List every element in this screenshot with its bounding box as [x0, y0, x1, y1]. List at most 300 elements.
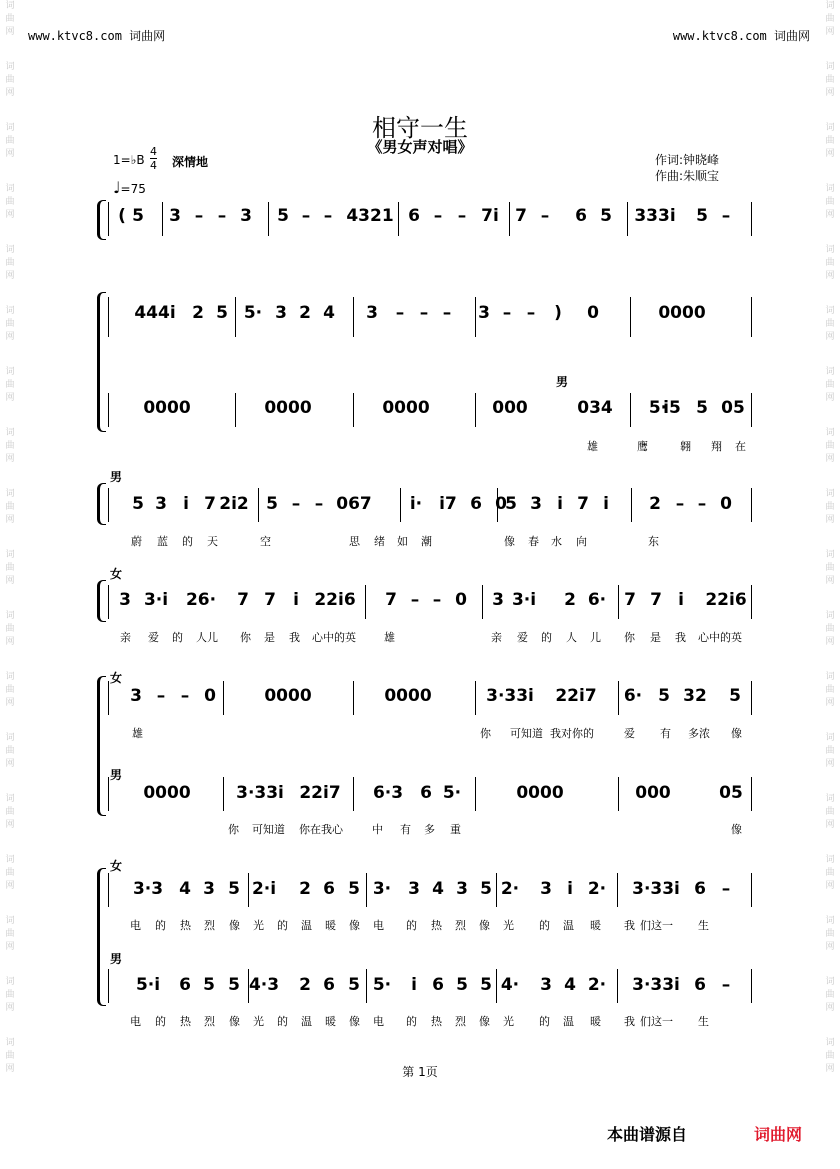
- note: 3·33i: [236, 783, 284, 803]
- note: 22i7: [299, 783, 341, 803]
- watermark-char: 曲: [825, 136, 835, 146]
- note: 5: [132, 206, 144, 226]
- time-top: 4: [150, 145, 157, 158]
- watermark-char: 网: [825, 576, 835, 586]
- note: 000: [492, 398, 528, 418]
- lyric: 的: [277, 919, 288, 932]
- barline: [617, 873, 618, 907]
- note: 5·: [442, 783, 462, 803]
- note: i: [411, 975, 417, 995]
- watermark-char: 词: [825, 367, 835, 377]
- system-brace: [97, 868, 106, 1006]
- watermark-char: 词: [5, 672, 15, 682]
- note: 4: [564, 975, 576, 995]
- barline: [751, 297, 752, 337]
- note: 5·i: [135, 975, 161, 995]
- note: 3: [530, 494, 542, 514]
- lyric: 多: [424, 823, 435, 836]
- watermark-char: 曲: [825, 319, 835, 329]
- lyric: 潮: [421, 535, 432, 548]
- note: 2: [192, 303, 204, 323]
- watermark-char: 词: [825, 855, 835, 865]
- note: –: [721, 975, 731, 995]
- watermark-char: 曲: [825, 197, 835, 207]
- lyric: 多浓: [688, 727, 710, 740]
- lyric: 我对你的: [550, 727, 594, 740]
- watermark-char: 网: [825, 149, 835, 159]
- note: 4: [432, 879, 444, 899]
- lyric: 如: [397, 535, 408, 548]
- watermark-char: 曲: [5, 258, 15, 268]
- barline: [353, 393, 354, 427]
- note: 5: [228, 975, 240, 995]
- barline: [353, 777, 354, 811]
- note: 7: [624, 590, 636, 610]
- watermark-char: 词: [825, 184, 835, 194]
- lyric: 有: [660, 727, 671, 740]
- lyric: 在: [735, 440, 746, 453]
- note: 5: [203, 975, 215, 995]
- note: 3: [408, 879, 420, 899]
- lyric: 温: [301, 919, 312, 932]
- note: –: [323, 206, 333, 226]
- note: i: [557, 494, 563, 514]
- lyric: 们这一: [640, 1015, 673, 1028]
- barline: [751, 777, 752, 811]
- lyric: 像: [731, 727, 742, 740]
- note: –: [156, 686, 166, 706]
- watermark-char: 网: [5, 637, 15, 647]
- lyric: 我: [289, 631, 300, 644]
- lyric: 蓝: [157, 535, 168, 548]
- note: 7: [385, 590, 397, 610]
- note: 5: [132, 494, 144, 514]
- note: 6: [575, 206, 587, 226]
- barline: [353, 681, 354, 715]
- time-signature: [150, 145, 157, 172]
- lyric: 的: [541, 631, 552, 644]
- barline: [353, 297, 354, 337]
- note: 7: [237, 590, 249, 610]
- lyric: 光: [253, 919, 264, 932]
- lyric: 重: [450, 823, 461, 836]
- watermark-char: 词: [5, 1038, 15, 1048]
- watermark-char: 网: [5, 332, 15, 342]
- note: 2: [299, 975, 311, 995]
- note: 0000: [264, 686, 312, 706]
- watermark-char: 网: [825, 759, 835, 769]
- watermark-char: 词: [5, 62, 15, 72]
- voice-label: 男: [110, 768, 123, 782]
- barline: [223, 777, 224, 811]
- lyric: 雄: [132, 727, 143, 740]
- watermark-char: 网: [825, 454, 835, 464]
- note: 05: [719, 783, 743, 803]
- note: 6: [323, 975, 335, 995]
- barline: [108, 681, 109, 715]
- note: 5: [505, 494, 517, 514]
- barline: [258, 488, 259, 522]
- barline: [618, 777, 619, 811]
- note: –: [180, 686, 190, 706]
- watermark-char: 网: [825, 332, 835, 342]
- note: 4·3: [248, 975, 280, 995]
- watermark-char: 曲: [825, 990, 835, 1000]
- lyric: 的: [539, 1015, 550, 1028]
- note: 333i: [634, 206, 676, 226]
- time-bottom: 4: [150, 159, 157, 172]
- barline: [108, 297, 109, 337]
- watermark-char: 网: [5, 759, 15, 769]
- note: –: [697, 494, 707, 514]
- barline: [475, 777, 476, 811]
- lyric: 心中的英: [698, 631, 742, 644]
- lyric: 雄: [384, 631, 395, 644]
- note: –: [314, 494, 324, 514]
- watermark-char: 网: [5, 820, 15, 830]
- watermark-char: 网: [825, 271, 835, 281]
- lyric: 的: [155, 919, 166, 932]
- key-signature: [113, 153, 145, 167]
- note: 3: [478, 303, 490, 323]
- lyric: 暖: [590, 1015, 601, 1028]
- note: 05: [721, 398, 745, 418]
- watermark-char: 词: [825, 1038, 835, 1048]
- barline: [475, 681, 476, 715]
- note: 32: [683, 686, 707, 706]
- lyric: 暖: [325, 919, 336, 932]
- note: 5: [480, 879, 492, 899]
- song-title: 相守一生: [372, 114, 468, 142]
- lyric: 中: [372, 823, 383, 836]
- lyric: 你在我心: [299, 823, 343, 836]
- note: 6·: [587, 590, 607, 610]
- lyric: 的: [172, 631, 183, 644]
- lyric: 们这一: [640, 919, 673, 932]
- watermark-char: 网: [825, 1003, 835, 1013]
- lyric: 雄: [587, 440, 598, 453]
- watermark-char: 词: [5, 550, 15, 560]
- note: 7i: [481, 206, 499, 226]
- lyric: 像: [229, 1015, 240, 1028]
- watermark-char: 网: [5, 576, 15, 586]
- note: 0000: [143, 398, 191, 418]
- barline: [509, 202, 510, 236]
- lyric: 蔚: [131, 535, 142, 548]
- note: i: [293, 590, 299, 610]
- watermark-char: 曲: [825, 929, 835, 939]
- note: –: [526, 303, 536, 323]
- lyric: 温: [563, 919, 574, 932]
- watermark-char: 网: [825, 1064, 835, 1074]
- voice-label: 女: [110, 567, 123, 581]
- note: 0: [455, 590, 467, 610]
- note: 6: [323, 879, 335, 899]
- system-brace: [97, 580, 106, 622]
- note: i·: [409, 494, 423, 514]
- lyric: 空: [260, 535, 271, 548]
- watermark-char: 曲: [5, 380, 15, 390]
- lyric: 爱: [148, 631, 159, 644]
- lyric: 我: [624, 1015, 635, 1028]
- watermark-char: 网: [5, 27, 15, 37]
- note: 7: [204, 494, 216, 514]
- note: 5: [658, 686, 670, 706]
- note: 3: [155, 494, 167, 514]
- watermark-char: 词: [5, 855, 15, 865]
- barline: [223, 681, 224, 715]
- note: 5·: [243, 303, 263, 323]
- lyric: 春: [528, 535, 539, 548]
- note: 6·: [623, 686, 643, 706]
- lyric: 暖: [590, 919, 601, 932]
- note: –: [540, 206, 550, 226]
- barline: [400, 488, 401, 522]
- barline: [108, 488, 109, 522]
- lyric: 的: [155, 1015, 166, 1028]
- watermark-char: 曲: [5, 14, 15, 24]
- barline: [751, 969, 752, 1003]
- watermark-char: 词: [5, 1, 15, 11]
- watermark-char: 曲: [5, 502, 15, 512]
- lyric: 的: [406, 1015, 417, 1028]
- watermark-char: 曲: [825, 624, 835, 634]
- note: 2: [564, 590, 576, 610]
- barline: [268, 202, 269, 236]
- watermark-char: 词: [5, 916, 15, 926]
- note: 2i2: [219, 494, 249, 514]
- watermark-char: 曲: [5, 868, 15, 878]
- barline: [631, 488, 632, 522]
- note: 0000: [658, 303, 706, 323]
- note: 3: [540, 975, 552, 995]
- voice-label: 女: [110, 671, 123, 685]
- watermark-char: 曲: [5, 75, 15, 85]
- watermark-char: 曲: [5, 1051, 15, 1061]
- watermark-char: 曲: [825, 502, 835, 512]
- note: i: [183, 494, 189, 514]
- barline: [496, 969, 497, 1003]
- header-right-url: www.ktvc8.com 词曲网: [672, 29, 810, 43]
- watermark-char: 网: [5, 942, 15, 952]
- note: 7: [264, 590, 276, 610]
- system-brace: [97, 483, 106, 525]
- watermark-char: 网: [5, 149, 15, 159]
- note: –: [301, 206, 311, 226]
- watermark-char: 曲: [825, 563, 835, 573]
- voice-label: 男: [556, 375, 569, 389]
- watermark-char: 网: [825, 698, 835, 708]
- note: 3·i: [143, 590, 169, 610]
- barline: [366, 969, 367, 1003]
- note: 3: [240, 206, 252, 226]
- lyric: 电: [373, 919, 384, 932]
- note: 034: [577, 398, 613, 418]
- note: 4·: [500, 975, 520, 995]
- barline: [617, 969, 618, 1003]
- note: 5: [456, 975, 468, 995]
- barline: [618, 681, 619, 715]
- barline: [108, 585, 109, 619]
- source-label: 本曲谱源自: [607, 1125, 688, 1144]
- expression-mark: 深情地: [172, 155, 209, 169]
- note: 2·: [587, 975, 607, 995]
- watermark-char: 曲: [825, 258, 835, 268]
- barline: [366, 873, 367, 907]
- note: –: [675, 494, 685, 514]
- note: 0000: [516, 783, 564, 803]
- watermark-char: 词: [825, 62, 835, 72]
- lyric: 热: [431, 919, 442, 932]
- barline: [398, 202, 399, 236]
- lyric: 像: [349, 1015, 360, 1028]
- lyric: 爱: [517, 631, 528, 644]
- barline: [235, 393, 236, 427]
- note: 0000: [264, 398, 312, 418]
- note: 3·: [372, 879, 392, 899]
- barline: [630, 393, 631, 427]
- note: 5: [480, 975, 492, 995]
- watermark-char: 词: [5, 184, 15, 194]
- note: 4321: [346, 206, 394, 226]
- lyric: 像: [479, 1015, 490, 1028]
- watermark-char: 曲: [5, 624, 15, 634]
- watermark-char: 词: [825, 245, 835, 255]
- note: 0: [204, 686, 216, 706]
- note: 3: [169, 206, 181, 226]
- barline: [108, 969, 109, 1003]
- lyric: 我: [675, 631, 686, 644]
- watermark-char: 网: [5, 271, 15, 281]
- note: ): [554, 303, 562, 323]
- watermark-char: 网: [825, 820, 835, 830]
- barline: [108, 393, 109, 427]
- note: 4: [179, 879, 191, 899]
- lyric: 的: [182, 535, 193, 548]
- barline: [751, 488, 752, 522]
- note: 3: [540, 879, 552, 899]
- watermark-char: 网: [5, 1064, 15, 1074]
- source-site-link[interactable]: 词曲网: [754, 1125, 803, 1144]
- note: 22i6: [314, 590, 356, 610]
- watermark-char: 曲: [825, 14, 835, 24]
- lyric: 是: [650, 631, 661, 644]
- watermark-char: 词: [5, 611, 15, 621]
- lyric: 人儿: [196, 631, 218, 644]
- watermark-char: 词: [825, 1, 835, 11]
- lyric: 光: [503, 1015, 514, 1028]
- lyric: 心中的英: [312, 631, 356, 644]
- left-watermark-column: [3, 0, 17, 1098]
- note: –: [194, 206, 204, 226]
- lyric: 绪: [374, 535, 385, 548]
- lyric: 亲: [120, 631, 131, 644]
- note: 3: [119, 590, 131, 610]
- header-left-url: www.ktvc8.com 词曲网: [28, 29, 166, 43]
- lyric: 亲: [491, 631, 502, 644]
- watermark-char: 曲: [825, 685, 835, 695]
- watermark-char: 词: [5, 794, 15, 804]
- note: –: [217, 206, 227, 226]
- composer: 作曲:朱顺宝: [655, 169, 720, 183]
- note: 5: [348, 879, 360, 899]
- note: 3·33i: [486, 686, 534, 706]
- watermark-char: 词: [5, 977, 15, 987]
- barline: [108, 202, 109, 236]
- note: 5·: [648, 398, 668, 418]
- note: 7: [515, 206, 527, 226]
- key-flat: ♭B: [130, 153, 145, 167]
- note: 3: [366, 303, 378, 323]
- barline: [751, 585, 752, 619]
- system-brace: [97, 676, 106, 816]
- watermark-char: 网: [5, 698, 15, 708]
- note: 3: [456, 879, 468, 899]
- barline: [162, 202, 163, 236]
- note: 6: [408, 206, 420, 226]
- watermark-char: 词: [5, 428, 15, 438]
- note: –: [433, 206, 443, 226]
- lyric: 东: [648, 535, 659, 548]
- watermark-char: 网: [5, 88, 15, 98]
- lyric: 我: [624, 919, 635, 932]
- watermark-char: 网: [5, 454, 15, 464]
- page-number: 第 1页: [402, 1065, 438, 1079]
- watermark-char: 曲: [825, 1051, 835, 1061]
- note: 3·33i: [632, 975, 680, 995]
- watermark-char: 网: [825, 88, 835, 98]
- tempo-value: =75: [120, 182, 146, 196]
- note: i7: [439, 494, 457, 514]
- note: 22i7: [555, 686, 597, 706]
- note: i: [567, 879, 573, 899]
- right-watermark-column: [823, 0, 837, 1098]
- watermark-char: 词: [825, 916, 835, 926]
- note: i: [603, 494, 609, 514]
- lyric: 你: [228, 823, 239, 836]
- lyric: 生: [698, 919, 709, 932]
- note: 0000: [382, 398, 430, 418]
- note: 0000: [143, 783, 191, 803]
- note: 3·3: [132, 879, 164, 899]
- voice-label: 女: [110, 859, 123, 873]
- note: 2·i: [251, 879, 277, 899]
- note: 0000: [384, 686, 432, 706]
- note: 3·33i: [632, 879, 680, 899]
- note: 0: [587, 303, 599, 323]
- note: 5: [266, 494, 278, 514]
- note: 5: [348, 975, 360, 995]
- watermark-char: 曲: [825, 380, 835, 390]
- note: 067: [336, 494, 372, 514]
- note: 3: [203, 879, 215, 899]
- lyric: 可知道: [510, 727, 543, 740]
- note: 6: [694, 975, 706, 995]
- song-subtitle: 《男女声对唱》: [367, 138, 473, 156]
- lyric: 爱: [624, 727, 635, 740]
- note: –: [721, 879, 731, 899]
- note: i: [678, 590, 684, 610]
- note: –: [291, 494, 301, 514]
- lyric: 光: [503, 919, 514, 932]
- note: 5: [216, 303, 228, 323]
- note: 4: [323, 303, 335, 323]
- lyric: 温: [301, 1015, 312, 1028]
- watermark-char: 曲: [5, 807, 15, 817]
- voice-label: 男: [110, 952, 123, 966]
- note: 3: [130, 686, 142, 706]
- lyric: 你: [624, 631, 635, 644]
